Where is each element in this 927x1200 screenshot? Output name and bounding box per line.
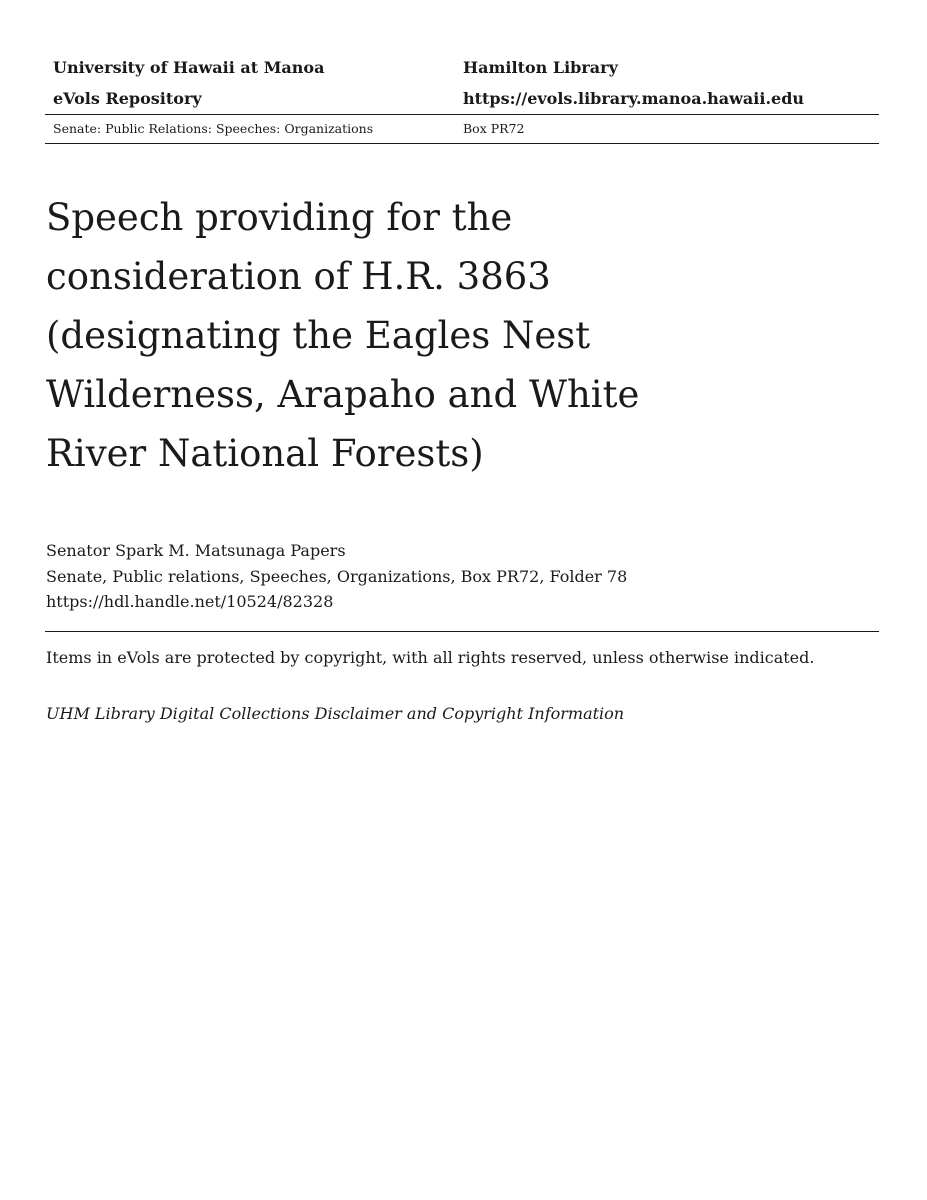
repository-name: eVols Repository (53, 89, 202, 108)
institution-name: University of Hawaii at Manoa (53, 58, 325, 77)
library-name: Hamilton Library (463, 58, 618, 77)
document-metadata (46, 538, 627, 615)
header-row-2 (45, 83, 879, 114)
document-title: Speech providing for the consideration of H.R. 3863 (designating the Eagles Nest Wilderness, Arapaho and White River National Forests) (46, 196, 640, 475)
header-row-1 (45, 52, 879, 83)
disclaimer-link[interactable]: UHM Library Digital Collections Disclaimer and Copyright Information (46, 704, 625, 723)
metadata-divider (45, 631, 879, 632)
repository-url[interactable]: https://evols.library.manoa.hawaii.edu (463, 89, 805, 108)
handle-link[interactable]: https://hdl.handle.net/10524/82328 (46, 592, 334, 611)
repository-header (45, 52, 879, 144)
papers-collection: Senator Spark M. Matsunaga Papers (46, 541, 346, 560)
header-divider-bottom (45, 143, 879, 144)
collection-path: Senate: Public Relations: Speeches: Organizations (53, 121, 374, 136)
folder-location: Senate, Public relations, Speeches, Organizations, Box PR72, Folder 78 (46, 566, 628, 586)
box-label: Box PR72 (463, 121, 525, 136)
header-sub-row (45, 115, 879, 143)
copyright-notice: Items in eVols are protected by copyright, with all rights reserved, unless otherwise indicated. (46, 648, 815, 667)
